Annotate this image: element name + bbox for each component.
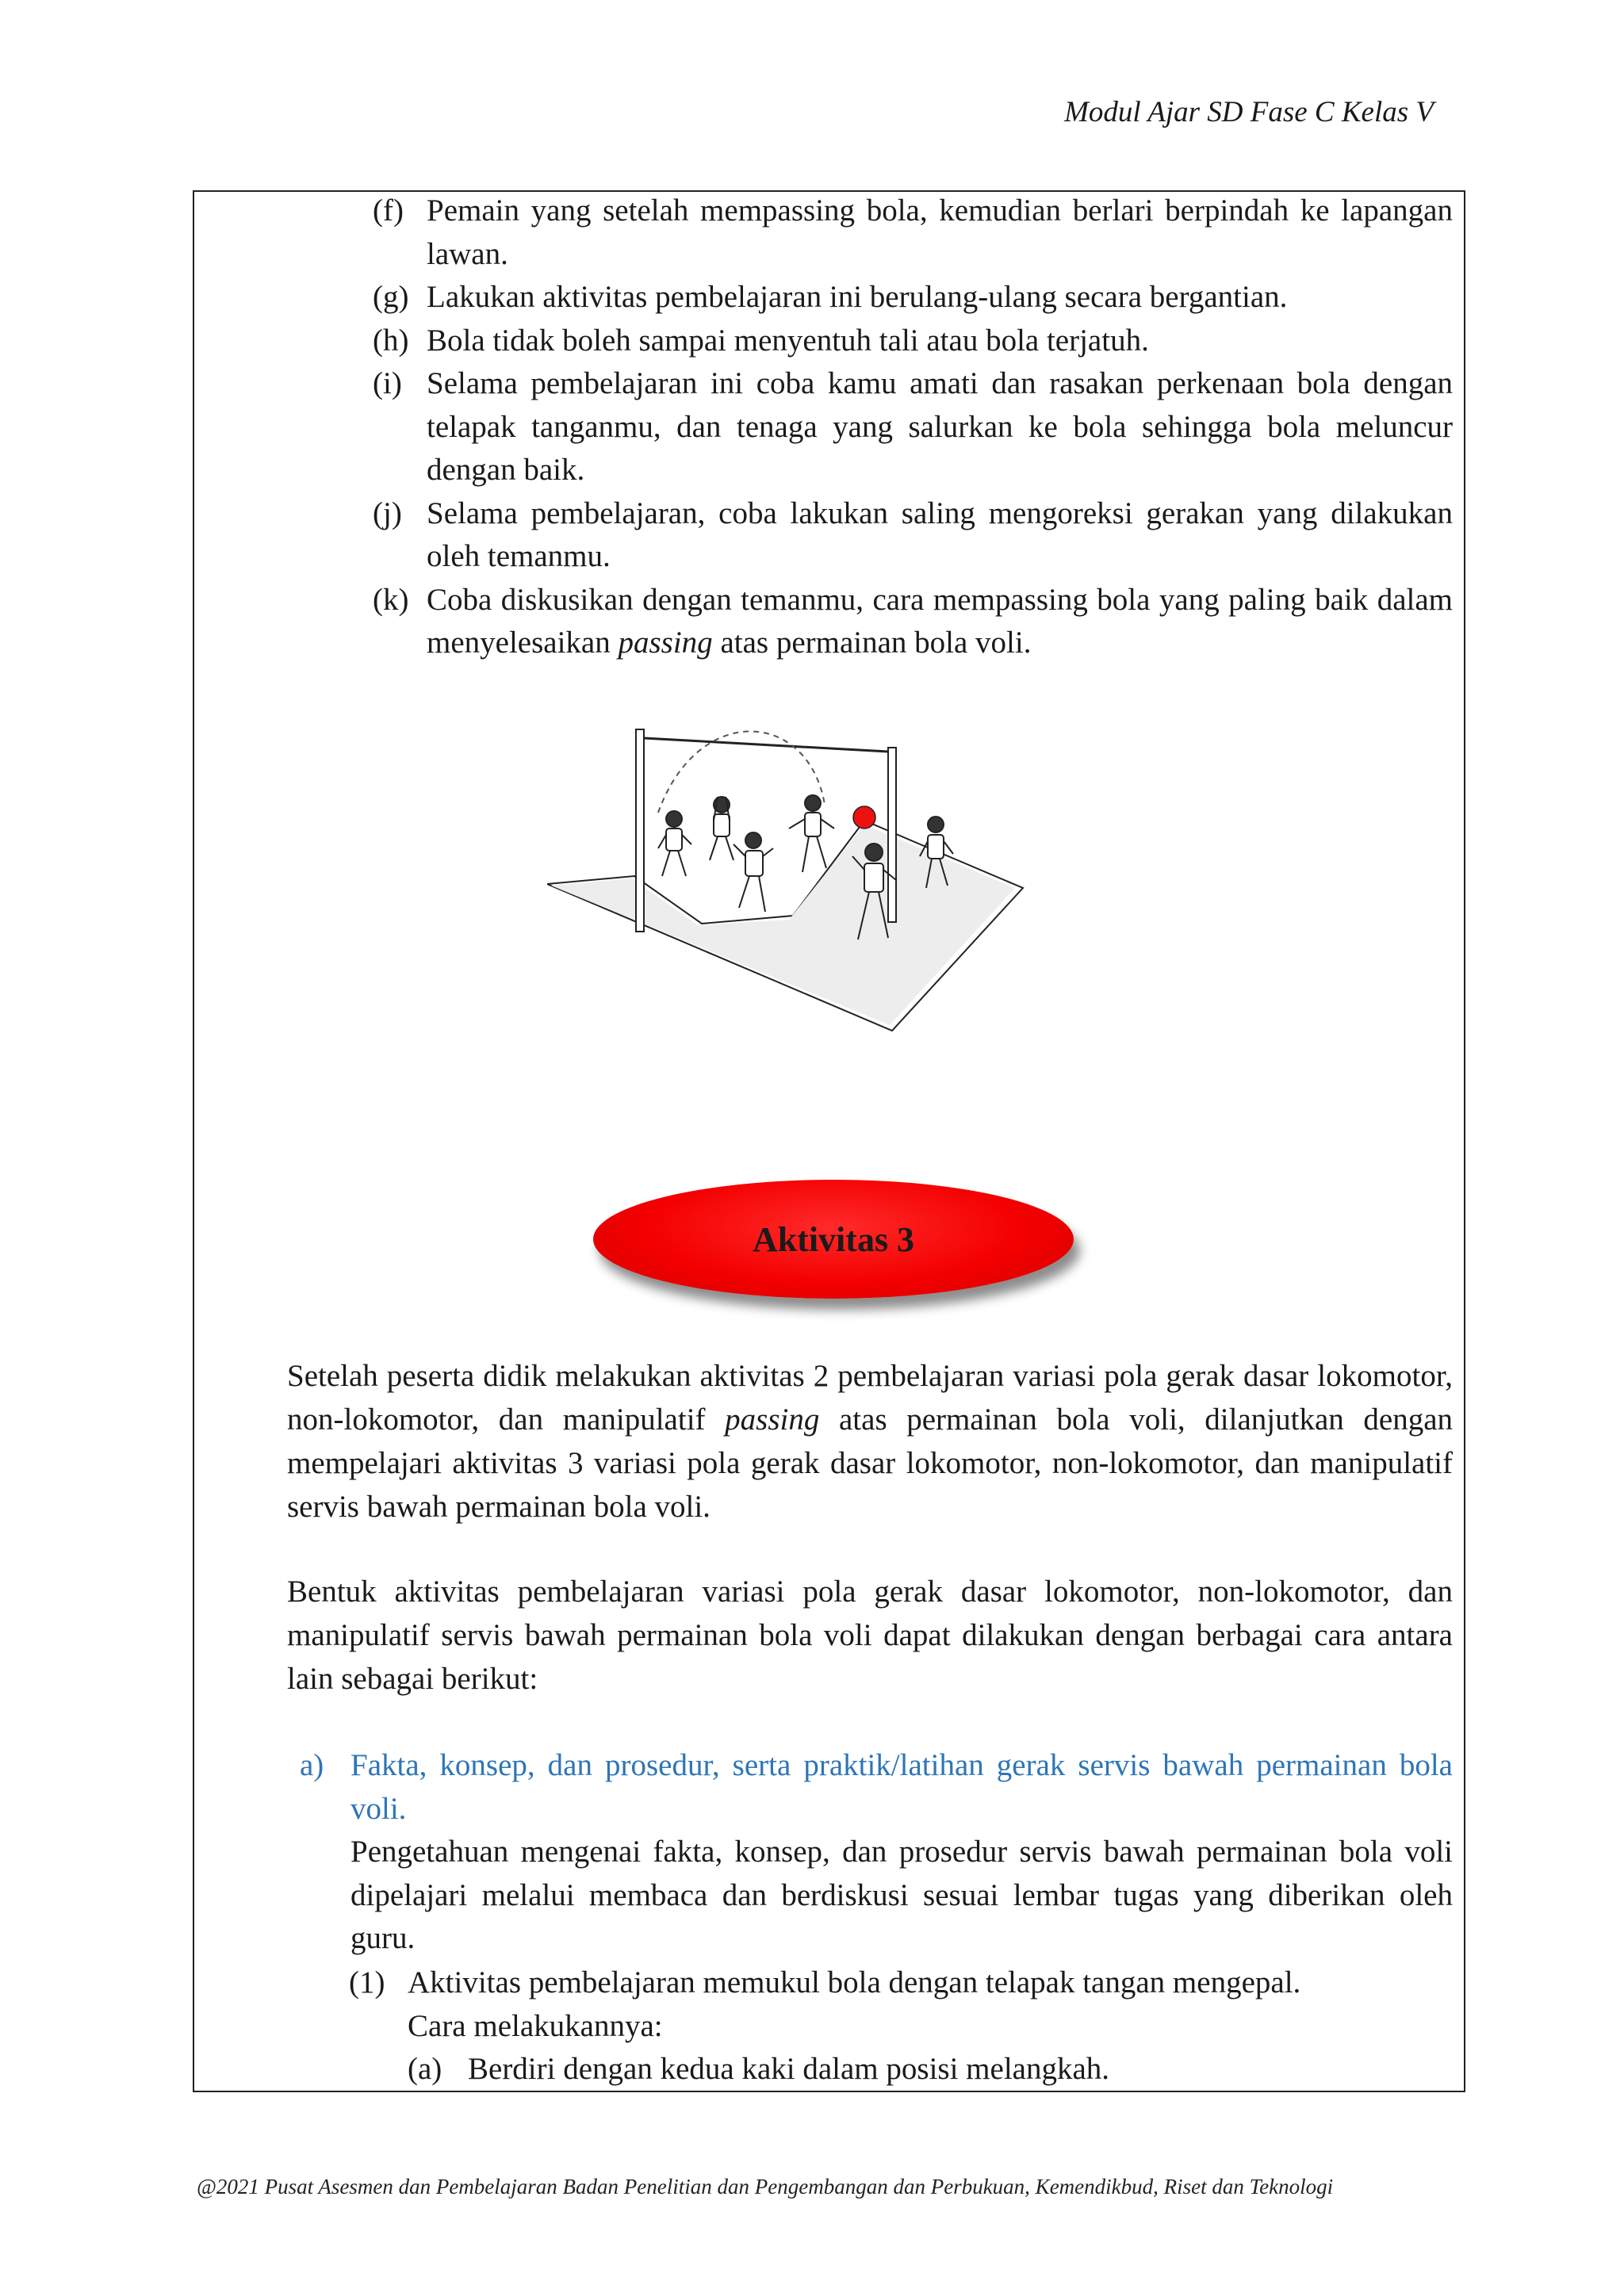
item-1-sub-marker: (a) (408, 2052, 442, 2086)
item-1-line (349, 1961, 1453, 2005)
list-marker: (f) (373, 193, 404, 228)
page-footer: @2021 Pusat Asesmen dan Pembelajaran Badan Penelitian dan Pengembangan dan Perbukuan, Kemendikbud, Riset dan Teknologi (197, 2175, 1334, 2198)
section-a-marker: a) (300, 1748, 324, 1782)
player-figure (658, 811, 691, 876)
section-a-heading (300, 1744, 1453, 1831)
list-text: Selama pembelajaran ini coba kamu amati dan rasakan perkenaan bola dengan telapak tanganmu, dan tenaga yang salurkan ke bola sehingga bola meluncur dengan baik. (427, 366, 1453, 487)
list-marker: (h) (373, 323, 409, 358)
player-figure (710, 797, 733, 860)
volleyball-passing-illustration (547, 718, 1134, 1035)
list-text: Coba diskusikan dengan temanmu, cara mempassing bola yang paling baik dalam menyelesaikan passing atas permainan bola voli. (427, 582, 1453, 660)
step-list (373, 189, 1453, 665)
item-1 (349, 1961, 1453, 2091)
list-item (373, 276, 1453, 320)
bentuk-paragraph: Bentuk aktivitas pembelajaran variasi pola gerak dasar lokomotor, non-lokomotor, dan manipulatif servis bawah permainan bola voli dapat dilakukan dengan berbagai cara antara lain sebagai berikut: (287, 1575, 1453, 1696)
list-item (373, 492, 1453, 579)
section-a (300, 1744, 1453, 1961)
list-text: Lakukan aktivitas pembelajaran ini berulang-ulang secara bergantian. (427, 280, 1288, 314)
list-marker: (i) (373, 366, 402, 400)
list-text: Pemain yang setelah mempassing bola, kemudian berlari berpindah ke lapangan lawan. (427, 193, 1453, 271)
intro-paragraph: Setelah peserta didik melakukan aktivitas 2 pembelajaran variasi pola gerak dasar lokomotor, non-lokomotor, dan manipulatif passing atas permainan bola voli, dilanjutkan dengan mempelajari aktivitas 3 variasi pola gerak dasar lokomotor, non-lokomotor, dan manipulatif servis bawah permainan bola voli. (287, 1359, 1453, 1524)
item-1-text: Aktivitas pembelajaran memukul bola dengan telapak tangan mengepal. (408, 1965, 1301, 1999)
item-1-sub (408, 2048, 1453, 2091)
list-marker: (j) (373, 496, 402, 530)
item-1-sub-text: Berdiri dengan kedua kaki dalam posisi melangkah. (468, 2052, 1110, 2086)
list-item (373, 362, 1453, 492)
item-1-marker: (1) (349, 1965, 385, 1999)
activity-badge (593, 1180, 1074, 1299)
list-text: Bola tidak boleh sampai menyentuh tali atau bola terjatuh. (427, 323, 1149, 358)
list-item (373, 320, 1453, 363)
ball-icon (853, 806, 875, 828)
list-item (373, 189, 1453, 276)
player-figure (789, 795, 834, 872)
player-figure (733, 832, 773, 912)
item-1-how: Cara melakukannya: (408, 2008, 663, 2043)
list-text: Selama pembelajaran, coba lakukan saling mengoreksi gerakan yang dilakukan oleh temanmu. (427, 496, 1453, 573)
section-a-title: Fakta, konsep, dan prosedur, serta praktik/latihan gerak servis bawah permainan bola voli. (350, 1748, 1453, 1826)
list-marker: (k) (373, 582, 409, 617)
list-marker: (g) (373, 280, 409, 314)
page-header: Modul Ajar SD Fase C Kelas V (1064, 96, 1434, 128)
activity-badge-label: Aktivitas 3 (752, 1219, 915, 1259)
section-a-body: Pengetahuan mengenai fakta, konsep, dan prosedur servis bawah permainan bola voli dipelajari melalui membaca dan berdiskusi sesuai lembar tugas yang diberikan oleh guru. (350, 1835, 1453, 1955)
list-item (373, 579, 1453, 665)
